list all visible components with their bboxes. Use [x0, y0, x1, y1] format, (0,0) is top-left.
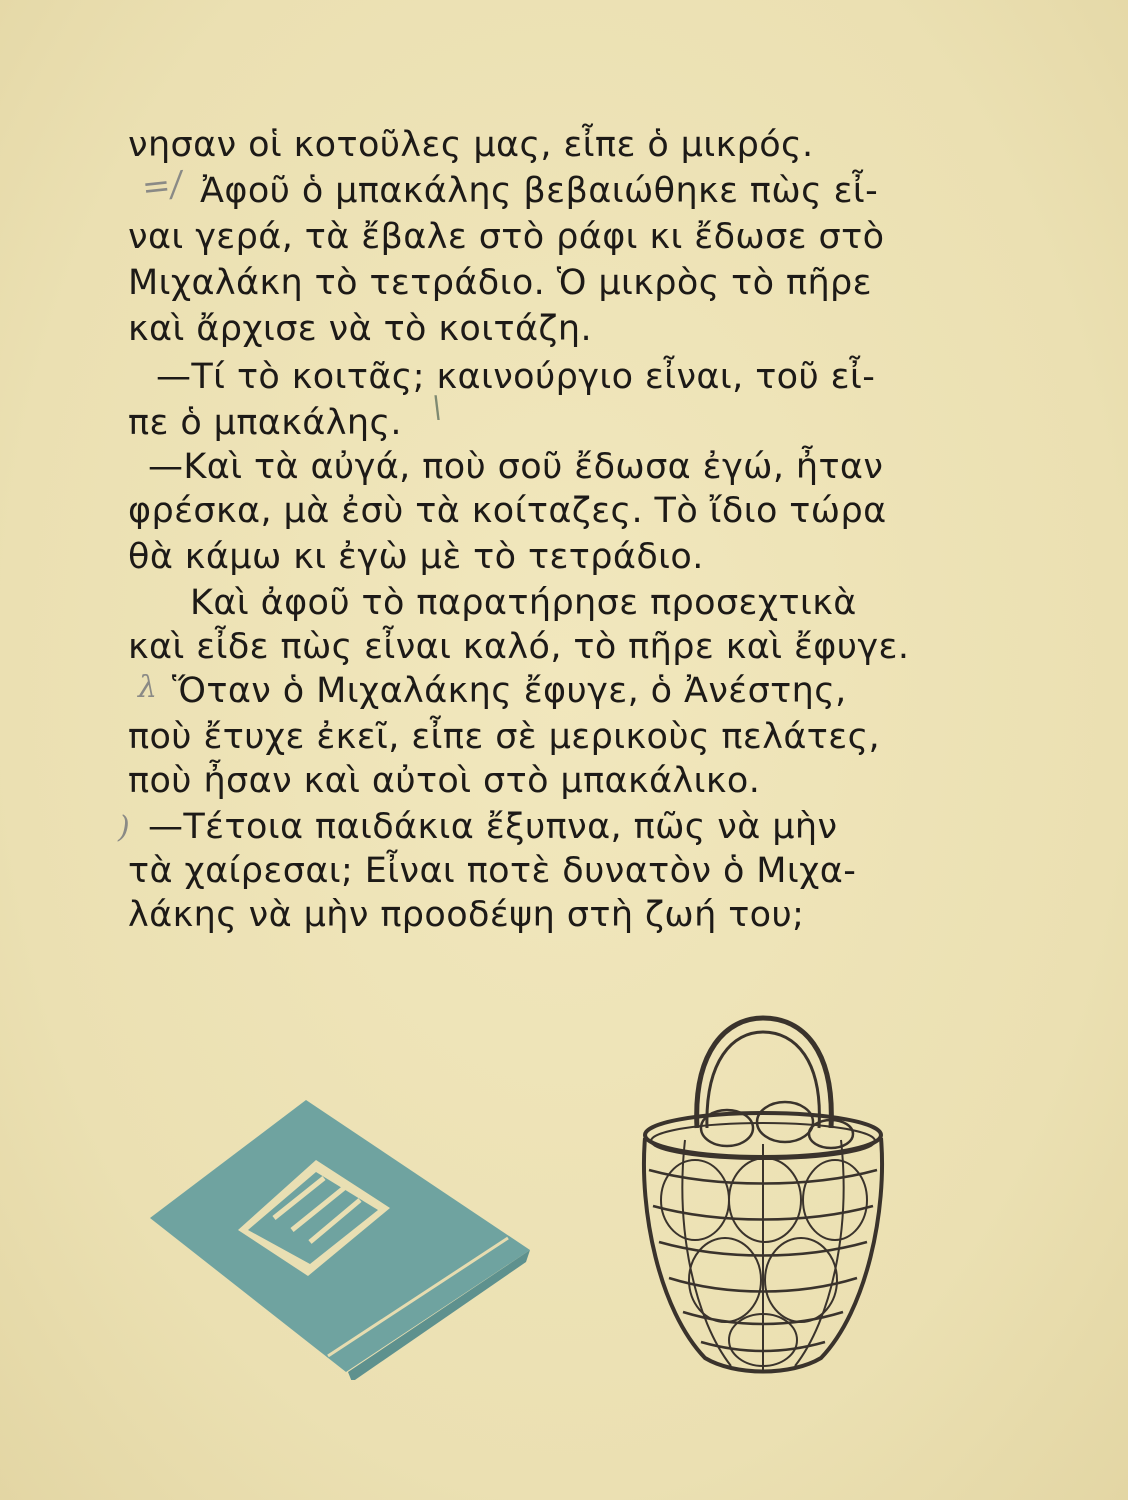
text-line: καὶ ἄρχισε νὰ τὸ κοιτάζη. [128, 309, 592, 349]
text-line: —Τί τὸ κοιτᾶς; καινούργιο εἶναι, τοῦ εἶ- [156, 357, 876, 397]
text-line: πε ὁ μπακάλης. [128, 403, 402, 443]
text-line: —Τέτοια παιδάκια ἔξυπνα, πῶς νὰ μὴν [148, 807, 838, 847]
text-line: Καὶ ἀφοῦ τὸ παρατήρησε προσεχτικὰ [190, 583, 857, 623]
text-line: ναι γερά, τὰ ἔβαλε στὸ ράφι κι ἔδωσε στὸ [128, 217, 885, 257]
text-line: νησαν οἱ κοτοῦλες μας, εἶπε ὁ μικρός. [128, 125, 814, 165]
text-line: ποὺ ἦσαν καὶ αὐτοὶ στὸ μπακάλικο. [128, 761, 761, 801]
notebook-drawing [150, 1100, 530, 1380]
pencil-mark: =/ [140, 164, 184, 208]
egg-basket-drawing [644, 1018, 882, 1372]
text-line: —Καὶ τὰ αὐγά, ποὺ σοῦ ἔδωσα ἐγώ, ἦταν [148, 447, 884, 487]
pencil-mark: λ [138, 670, 158, 705]
text-line: φρέσκα, μὰ ἐσὺ τὰ κοίταζες. Τὸ ἴδιο τώρα [128, 491, 887, 531]
text-line: Ἀφοῦ ὁ μπακάλης βεβαιώθηκε πὼς εἶ- [200, 171, 879, 211]
pencil-mark: ) [118, 810, 130, 845]
text-line: καὶ εἶδε πὼς εἶναι καλό, τὸ πῆρε καὶ ἔφυγε. [128, 627, 910, 667]
text-line: Ὅταν ὁ Μιχαλάκης ἔφυγε, ὁ Ἀνέστης, [172, 671, 847, 711]
notebook-illustration [148, 1090, 538, 1380]
text-line: θὰ κάμω κι ἐγὼ μὲ τὸ τετράδιο. [128, 537, 704, 577]
pencil-mark: \ [432, 390, 443, 425]
text-line: Μιχαλάκη τὸ τετράδιο. Ὁ μικρὸς τὸ πῆρε [128, 263, 872, 303]
text-line: τὰ χαίρεσαι; Εἶναι ποτὲ δυνατὸν ὁ Μιχα- [128, 851, 857, 891]
text-line: ποὺ ἔτυχε ἐκεῖ, εἶπε σὲ μερικοὺς πελάτες, [128, 717, 881, 757]
egg-basket-illustration [635, 1010, 895, 1380]
text-line: λάκης νὰ μὴν προοδέψη στὴ ζωή του; [128, 895, 805, 935]
